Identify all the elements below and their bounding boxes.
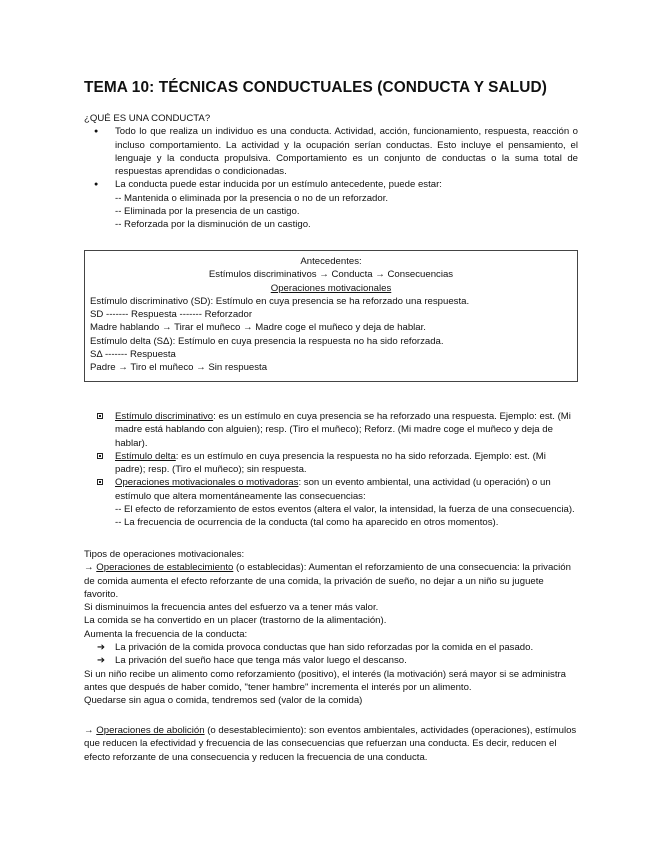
box-row: Padre → Tiro el muñeco → Sin respuesta <box>90 362 268 374</box>
establecimiento-paragraph <box>84 561 578 601</box>
page-body <box>84 78 578 232</box>
tipos-line: Si un niño recibe un alimento como reforzamiento (positivo), el interés (la motivación) será mayor si se administra antes que después de haber comido, "tener hambre" incrementa el interés por un alimento. <box>84 668 567 693</box>
definition-text: : es un estímulo en cuya presencia la respuesta no ha sido reforzada. Ejemplo: est. (Mi padre); resp. (Tiro el muñeco); sin respuesta. <box>115 450 546 476</box>
page-title: TEMA 10: TÉCNICAS CONDUCTUALES (CONDUCTA Y SALUD) <box>84 79 547 96</box>
bullet-text: Todo lo que realiza un individuo es una conducta. Actividad, acción, funcionamiento, respuesta, reacción o incluso comportamiento. La actividad y la ocupación serían conductas. Esto incluye el pensamiento, el lenguaje y la conducta propulsiva. Comportamiento es un conjunto de conductas o la suma total de respuestas aprendidas o condicionadas. <box>115 126 578 178</box>
tipos-line: Si disminuimos la frecuencia antes del esfuerzo va a tener más valor. <box>84 602 379 614</box>
box-row: SΔ ------- Respuesta <box>90 349 176 361</box>
box-row: Estímulo discriminativo (SD): Estímulo en cuya presencia se ha reforzado una respuesta. <box>90 295 470 307</box>
abolicion-paragraph <box>84 724 578 764</box>
box-row: Estímulo delta (SΔ): Estímulo en cuya presencia la respuesta no ha sido reforzada. <box>90 335 444 347</box>
definition-item <box>84 410 578 450</box>
establecimiento-term: Operaciones de establecimiento <box>96 562 234 574</box>
abolicion-term: Operaciones de abolición <box>96 725 205 736</box>
definition-text: : es un estímulo en cuya presencia se ha reforzado una respuesta. Ejemplo: est. (Mi madre está hablando con alguien); resp. (Tiro el muñeco); Reforz. (Mi madre coge el muñeco y deja de hablar). <box>115 411 571 449</box>
box-flow: Estímulos discriminativos → Conducta → Consecuencias <box>208 269 454 281</box>
box-row: SD ------- Respuesta ------- Reforzador <box>90 309 253 321</box>
bullet-sub-item: -- Reforzada por la disminución de un castigo. <box>115 219 311 231</box>
tipos-line: La comida se ha convertido en un placer (trastorno de la alimentación). <box>84 615 387 627</box>
definition-item <box>84 450 578 477</box>
bullet-item <box>84 178 578 231</box>
checkbox-bullet-icon <box>97 479 103 485</box>
arrow-item <box>84 654 578 667</box>
definition-item <box>84 476 578 529</box>
definitions-list <box>84 410 578 530</box>
abolicion-text: (o desestablecimiento): son eventos ambientales, actividades (operaciones), estímulos que reducen la efectividad y frecuencia de las consecuencias que refuerzan una conducta. Es decir, reducen el efecto reforzante de una consecuencia y reducen la frecuencia de una conducta. <box>84 725 577 763</box>
tipos-section <box>84 548 578 708</box>
definition-text: : son un evento ambiental, una actividad (u operación) o un estímulo que altera momentáneamente las consecuencias: <box>115 477 551 502</box>
bullet-item <box>84 125 578 178</box>
checkbox-bullet-icon <box>97 453 103 459</box>
tipos-line: Aumenta la frecuencia de la conducta: <box>84 628 248 640</box>
right-arrow-icon: → <box>84 562 97 574</box>
establecimiento-text: (o establecidas): Aumentan el reforzamiento de una consecuencia: la privación de comida aumenta el efecto reforzante de una comida, la privación de sueño, no dejar a un niño su juguete favorito. <box>84 562 571 600</box>
arrow-list <box>84 641 578 668</box>
arrow-item <box>84 641 578 654</box>
arrow-item-text: La privación de la comida provoca conductas que han sido reforzadas por la comida en el pasado. <box>115 642 534 654</box>
bullet-sub-item: -- Mantenida o eliminada por la presencia o no de un reforzador. <box>115 192 389 204</box>
definition-term: Estímulo delta <box>115 450 176 462</box>
arrow-bullet-icon: ➔ <box>97 655 106 667</box>
bullet-text: La conducta puede estar inducida por un estímulo antecedente, puede estar: <box>115 179 442 191</box>
box-row: Madre hablando → Tirar el muñeco → Madre coge el muñeco y deja de hablar. <box>90 322 426 334</box>
definition-bullets <box>84 125 578 231</box>
summary-box <box>84 250 578 382</box>
tipos-heading: Tipos de operaciones motivacionales: <box>84 549 245 560</box>
section-question: ¿QUÉ ES UNA CONDUCTA? <box>84 113 211 124</box>
arrow-item-text: La privación del sueño hace que tenga más valor luego el descanso. <box>115 655 407 667</box>
tipos-line: Quedarse sin agua o comida, tendremos sed (valor de la comida) <box>84 695 363 707</box>
box-operaciones: Operaciones motivacionales <box>270 282 392 294</box>
definition-sub-item: -- El efecto de reforzamiento de estos eventos (altera el valor, la intensidad, la fuerza de una consecuencia). <box>115 504 575 516</box>
definition-term: Estímulo discriminativo <box>115 411 214 422</box>
box-antecedentes: Antecedentes: <box>300 256 362 267</box>
checkbox-bullet-icon <box>97 413 103 419</box>
definition-sub-item: -- La frecuencia de ocurrencia de la conducta (tal como ha aparecido en otros momentos). <box>115 517 499 529</box>
definition-term: Operaciones motivacionales o motivadoras <box>115 477 299 489</box>
arrow-bullet-icon: ➔ <box>97 642 106 654</box>
bullet-sub-item: -- Eliminada por la presencia de un castigo. <box>115 206 300 218</box>
right-arrow-icon: → <box>84 725 97 736</box>
